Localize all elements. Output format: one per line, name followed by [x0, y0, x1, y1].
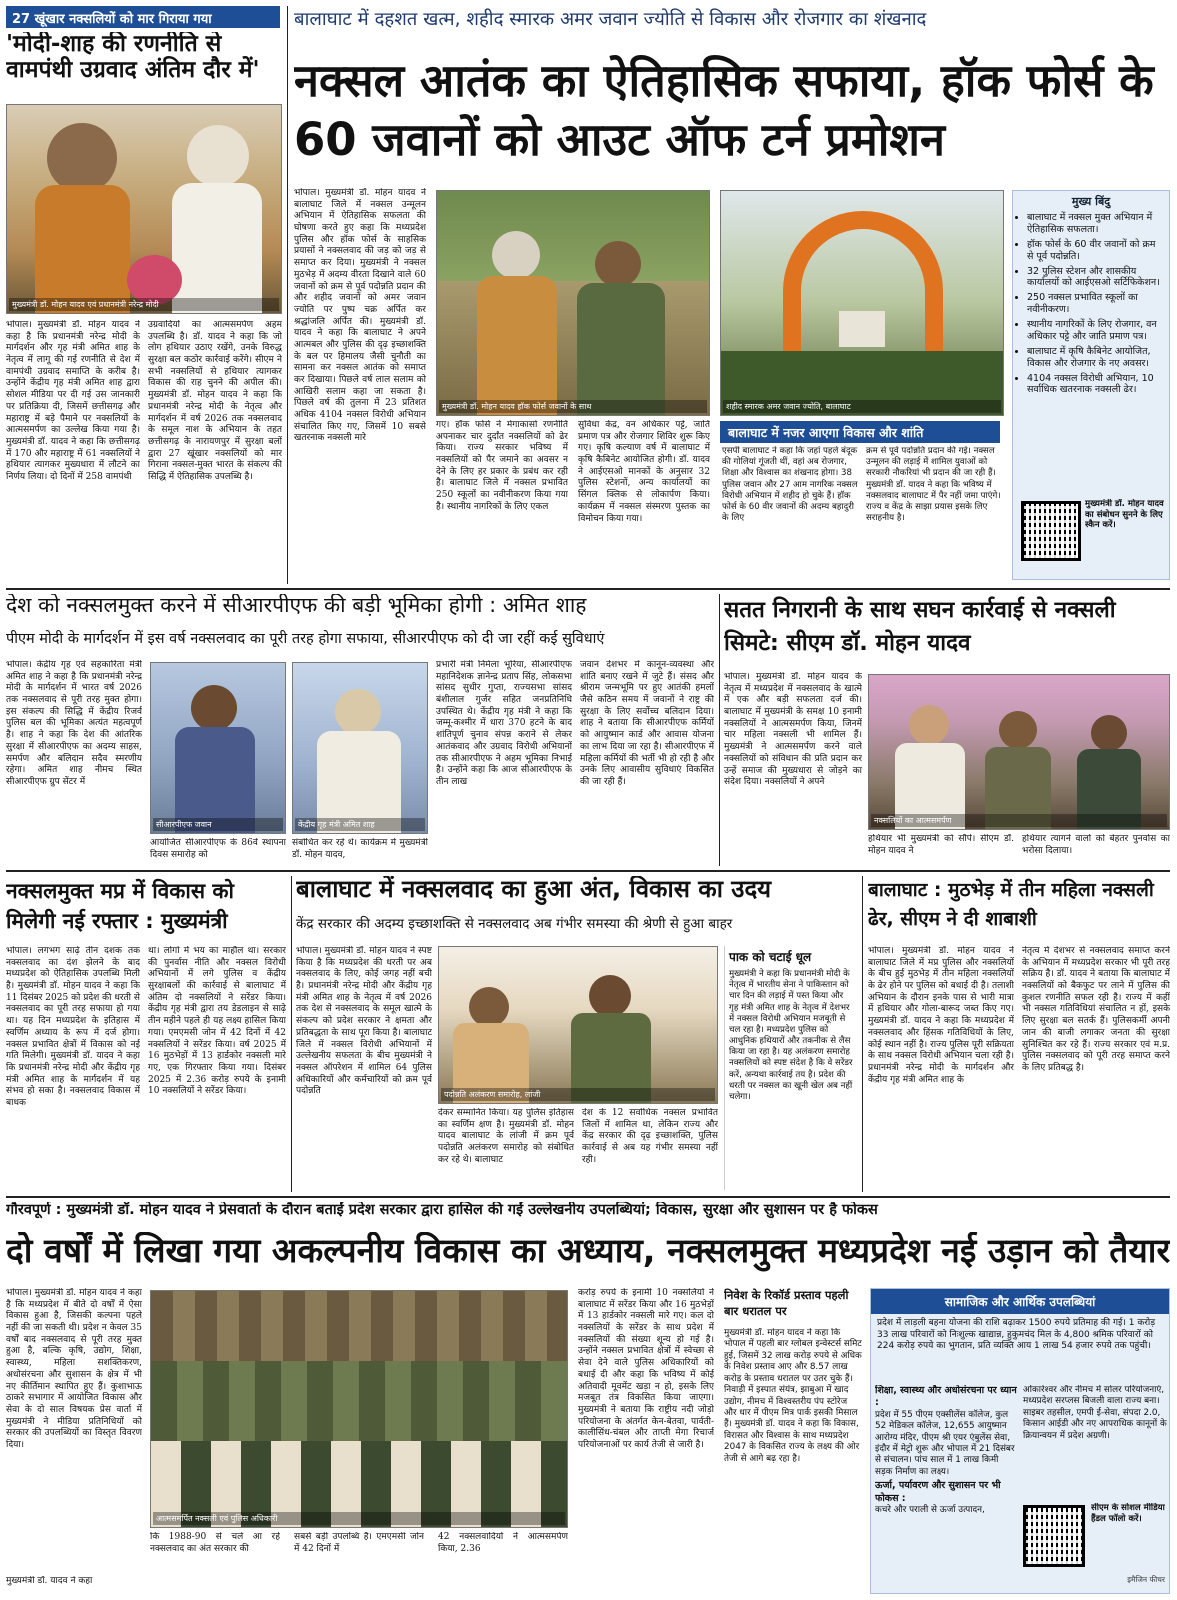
- modi-cm-photo: [6, 104, 282, 314]
- band-col-2: क्रम से पूर्व पदोन्नति प्रदान की गई। नक्सल उन्मूलन की लड़ाई में शामिल युवाओं को सरकारी नौकरियां भी प्रदान की जा रही हैं। मुख्यमंत्री डॉ. यादव ने कहा कि भविष्य में नक्सलवाद बालाघाट में पैर नहीं जमा पाएंगे। राज्य व केंद्र के साझा प्रयास इसके लिए सराहनीय है।: [866, 446, 1001, 524]
- investment-title: निवेश के रिकॉर्ड प्रस्ताव पहली बार धरातल पर: [724, 1288, 849, 1318]
- key-point-item: • बालाघाट में नक्सल मुक्त अभियान में ऐतिहासिक सफलता।: [1027, 212, 1163, 236]
- bottom-caption-1: कि 1988-90 से चले आ रहे नक्सलवाद का अंत सरकार की: [150, 1532, 280, 1554]
- key-points-title: मुख्य बिंदु: [1071, 195, 1111, 208]
- surrender-photo: [868, 674, 1170, 830]
- bottom-col-1-tail: मुख्यमंत्री डॉ. यादव ने कहा: [6, 1576, 93, 1586]
- crpf-col-1: भोपाल। केंद्रीय गृह एवं सहकारिता मंत्री अमित शाह ने कहा है कि प्रधानमंत्री नरेन्द्र मोदी के मार्गदर्शन में भारत वर्ष 2026 तक नक्सलवाद से पूरी तरह मुक्त होगा। इस संकल्प की सिद्धि में केंद्रीय रिजर्व पुलिस बल की भूमिका अत्यंत महत्वपूर्ण है। शाह ने कहा कि देश की आंतरिक सुरक्षा में सीआरपीएफ का अदम्य साहस, समर्पण और बलिदान सदैव स्मरणीय रहेगा। अमित शाह नीमच स्थित सीआरपीएफ ग्रुप सेंटर में: [6, 660, 142, 787]
- bottom-col-3: मुख्यमंत्री डॉ. मोहन यादव ने कहा कि भोपाल में पहली बार ग्लोबल इन्वेस्टर्स समिट हुई, जिसमें 32 लाख करोड़ रुपये से अधिक के निवेश प्रस्ताव आए और 8.57 लाख करोड़ के प्रस्ताव धरातल पर उतर चुके हैं। निवाड़ी में इस्पात संयंत्र, झाबुआ में खाद उद्योग, नीमच में विश्वस्तरीय पंप स्टोरेज और धार में पीएम मित्र पार्क इसकी मिसाल हैं। मुख्यमंत्री डॉ. यादव ने कहा कि विकास, विरासत और विश्वास के साथ मध्यप्रदेश 2047 के विकसित राज्य के लक्ष्य की ओर तेजी से आगे बढ़ रहा है।: [724, 1328, 862, 1464]
- memorial-photo: [720, 190, 1004, 416]
- surveillance-caption-1: हथियार भी मुख्यमंत्री को सौंपे। सीएम डॉ. मोहन यादव ने: [868, 834, 1014, 856]
- pak-box: [724, 946, 858, 1190]
- balaghat-end-headline: बालाघाट में नक्सलवाद का हुआ अंत, विकास का उदय: [296, 876, 772, 903]
- bottom-col-1: भोपाल। मुख्यमंत्री डॉ. मोहन यादव ने कहा है कि मध्यप्रदेश में बीते दो वर्षों में ऐसा विकास हुआ है, जिसकी कल्पना पहले नहीं की जा सकती थी। प्रदेश न केवल 35 वर्षों बाद नक्सलवाद से पूरी तरह मुक्त हुआ है, बल्कि कृषि, उद्योग, शिक्षा, स्वास्थ्य, महिला सशक्तिकरण, अधोसंरचना और सुशासन के क्षेत्र में भी नए कीर्तिमान स्थापित हुए हैं। कुशाभाऊ ठाकरे सभागार में आयोजित विकास और सेवा के दो साल विषयक प्रेस वार्ता में मुख्यमंत्री ने मीडिया प्रतिनिधियों को सरकार की उपलब्धियों का विस्तृत विवरण दिया।: [6, 1288, 142, 1450]
- balaghat-end-col-1: भोपाल। मुख्यमंत्री डॉ. मोहन यादव ने स्पष्ट किया है कि मध्यप्रदेश की धरती पर अब नक्सलवाद के लिए, कोई जगह नहीं बची है। प्रधानमंत्री नरेन्द्र मोदी और केंद्रीय गृह मंत्री अमित शाह के नेतृत्व में वर्ष 2026 तक देश से नक्सलवाद के समूल खात्मे के संकल्प को प्रदेश सरकार ने क्षमता और प्रतिबद्धता के साथ पूरा किया है। बालाघाट जिले में नक्सल विरोधी अभियानों में उल्लेखनीय सफलता के बीच मुख्यमंत्री ने नक्सल ऑपरेशन में शामिल 64 पुलिस अधिकारियों और कर्मचारियों को क्रम पूर्व पदोन्नति: [296, 946, 432, 1097]
- promotion-ceremony-photo-label: पदोन्नति अलंकरण समारोह, लांजी: [441, 1088, 715, 1101]
- band-col-1: एसपी बालाघाट ने कहा कि जहां पहले बंदूक की गोलियां गूंजती थीं, वहां अब रोजगार, शिक्षा और विश्वास का शंखनाद होगा। 38 पुलिस जवान और 27 आम नागरिक नक्सल विरोधी अभियान में शहीद हो चुके हैं। हॉक फोर्स के 60 वीर जवानों की अदम्य बहादुरी के लिए: [722, 446, 858, 524]
- surrender-photo-label: नक्सलियों का आत्मसमर्पण: [871, 814, 1167, 827]
- surveillance-caption-2: हथियार त्यागने वालों को बेहतर पुनर्वास का भरोसा दिलाया।: [1022, 834, 1170, 856]
- main-col-1: भोपाल। मुख्यमंत्री डॉ. मोहन यादव ने बालाघाट जिले में नक्सल उन्मूलन अभियान में ऐतिहासिक सफलता की घोषणा करते हुए कहा कि मध्यप्रदेश पुलिस और हॉक फोर्स के साहसिक प्रयासों ने नक्सलवाद की जड़ को जड़ से समाप्त कर दिया। मुख्यमंत्री ने नक्सल मुठभेड़ में अदम्य वीरता दिखाने वाले 60 जवानों को क्रम से पूर्व पदोन्नति प्रदान की और शहीद जवानों को अमर जवान ज्योति पर पुष्प चक्र अर्पित कर श्रद्धांजलि अर्पित की। मुख्यमंत्री डॉ. यादव ने कहा कि बालाघाट ने अपने आत्मबल और पुलिस की दृढ़ इच्छाशक्ति के बल पर हिमालय जैसी चुनौती का सामना कर नक्सल आतंक को समाप्त कर दिखाया। पिछले वर्ष लाल सलाम को आखिरी सलाम कहा जा सकता है। पिछले वर्ष की तुलना में 23 प्रतिशत अधिक 4104 नक्सल विरोधी अभियान संचालित किए गए, जिसमें 10 सबसे खतरनाक नक्सली मारे: [294, 188, 426, 444]
- socio-left-title: शिक्षा, स्वास्थ्य और अधोसंरचना पर ध्यान :: [875, 1385, 1017, 1409]
- main-col-3: सुविधा केंद्र, वन अधिकार पट्टे, जाति प्रमाण पत्र और रोजगार शिविर शुरू किए गए। कृषि कल्याण वर्ष में बालाघाट में कृषि कैबिनेट आयोजित होगी। डॉ. यादव ने आईएसओ मानकों के अनुसार 32 पुलिस स्टेशनों, अन्य कार्यालयों का सिंगल क्लिक से लोकार्पण किया। कार्यक्रम में नक्सल संस्मरण पुस्तक का विमोचन किया गया।: [578, 420, 710, 524]
- socio-left-title-2: ऊर्जा, पर्यावरण और सुशासन पर भी फोकस :: [875, 1480, 1001, 1504]
- crpf-jawan-photo-label: सीआरपीएफ जवान: [153, 818, 283, 831]
- main-col-2: गए। हॉक फोर्स ने मेगाकासो रणनीति अपनाकर चार दुर्दांत नक्सलियों को ढेर किया। राज्य सरकार भविष्य में नक्सलियों को पैर जमाने का अवसर न देने के लिए हर प्रकार के प्रबंध कर रही है। बालाघाट जिले में नक्सल प्रभावित 250 स्कूलों का नवीनीकरण किया गया है। स्थानीय नागरिकों के लिए एकल: [436, 420, 568, 512]
- socio-right-text: ओंकारेश्वर और नीमच में सोलर परियोजनाएं, मध्यप्रदेश सरप्लस बिजली वाला राज्य बना। साइबर तहसील, एमपी ई-सेवा, संपदा 2.0, किसान आईडी और नए आपराधिक कानूनों के क्रियान्वयन में प्रदेश अग्रणी।: [1023, 1385, 1167, 1441]
- top-left-col-1: भोपाल। मुख्यमंत्री डॉ. मोहन यादव ने कहा है कि प्रधानमंत्री नरेन्द्र मोदी के मार्गदर्शन और गृह मंत्री अमित शाह के नेतृत्व में लागू की गई रणनीति से देश में वामपंथी उग्रवाद समाप्ति के करीब है। उन्होंने केंद्रीय गृह मंत्री अमित शाह द्वारा सोशल मीडिया पर दी गई उस जानकारी पर प्रतिक्रिया दी, जिसमें छत्तीसगढ़ और महाराष्ट्र में बड़े पैमाने पर नक्सलियों के आत्मसमर्पण का उल्लेख किया गया है। मुख्यमंत्री डॉ. यादव ने कहा कि छत्तीसगढ़ में 170 और महाराष्ट्र में 61 नक्सलियों ने हथियार त्यागकर मुख्यधारा में लौटने का निर्णय लिया। दो दिनों में 258 वामपंथी: [6, 320, 140, 482]
- socio-qr-caption: सीएम के सोशल मीडिया हैंडल फॉलो करें।: [1091, 1503, 1165, 1524]
- crpf-col-3: जवान देशभर में कानून-व्यवस्था और शांति बनाए रखने में जुटे हैं। संसद और श्रीराम जन्मभूमि पर हुए आतंकी हमलों जैसे कठिन समय में जवानों ने राष्ट्र की सुरक्षा के लिए सर्वोच्च बलिदान दिया। शाह ने बताया कि सीआरपीएफ कर्मियों को आयुष्मान कार्ड और आवास योजना का लाभ दिया जा रहा है। सीआरपीएफ में महिला कर्मियों की भर्ती भी हो रही है और उनके लिए आवासीय सुविधाएं विकसित की जा रही हैं।: [580, 660, 714, 787]
- socio-economic-box: [870, 1288, 1170, 1594]
- socio-left-text-2: कचरे और पराली से ऊर्जा उत्पादन,: [875, 1504, 985, 1515]
- key-points-box: [1012, 190, 1170, 580]
- bottom-headline: दो वर्षों में लिखा गया अकल्पनीय विकास का अध्याय, नक्सलमुक्त मध्यप्रदेश नई उड़ान को तैयार: [6, 1232, 1170, 1270]
- hawk-force-photo-label: मुख्यमंत्री डॉ. मोहन यादव हॉक फोर्स जवानों के साथ: [439, 400, 707, 413]
- development-peace-band: बालाघाट में नजर आएगा विकास और शांति: [720, 421, 1000, 443]
- balaghat-end-subhead: केंद्र सरकार की अदम्य इच्छाशक्ति से नक्सलवाद अब गंभीर समस्या की श्रेणी से हुआ बाहर: [296, 916, 733, 932]
- key-point-item: • स्थानीय नागरिकों के लिए रोजगार, वन अधिकार पट्टे और जाति प्रमाण पत्र।: [1027, 319, 1163, 343]
- amit-shah-photo-label: केंद्रीय गृह मंत्री अमित शाह: [295, 818, 425, 831]
- modi-cm-photo-label: मुख्यमंत्री डॉ. मोहन यादव एवं प्रधानमंत्री नरेन्द्र मोदी: [9, 298, 279, 311]
- crpf-jawan-photo: [150, 662, 286, 834]
- main-kicker: बालाघाट में दहशत खत्म, शहीद स्मारक अमर जवान ज्योति से विकास और रोजगार का शंखनाद: [294, 9, 927, 30]
- key-point-item: • 32 पुलिस स्टेशन और शासकीय कार्यालयों को आईएसओ सर्टिफिकेशन।: [1027, 266, 1163, 290]
- socio-left-text: प्रदेश में 55 पीएम एक्सीलेंस कॉलेज, कुल 52 मेडिकल कॉलेज, 12,655 आयुष्मान आरोग्य मंदिर, पीएम श्री एयर एंबुलेंस सेवा, इंदौर में मेट्रो शुरू और भोपाल में 21 दिसंबर से संचालन। पांच साल में 1 लाख किमी सड़क निर्माण का लक्ष्य।: [875, 1409, 1015, 1477]
- bottom-kicker: गौरवपूर्ण : मुख्यमंत्री डॉ. मोहन यादव ने प्रेसवार्ता के दौरान बताईं प्रदेश सरकार द्वारा हासिल की गईं उल्लेखनीय उपलब्धियां; विकास, सुरक्षा और सुशासन पर है फोकस: [6, 1202, 878, 1218]
- three-women-col-1: भोपाल। मुख्यमंत्री डॉ. मोहन यादव ने बालाघाट जिले में मप्र पुलिस और नक्सलियों के बीच हुई मुठभेड़ में तीन महिला नक्सलियों के ढेर होने पर पुलिस को बधाई दी है। तलाशी अभियान के दौरान इनके पास से भारी मात्रा में हथियार और गोला-बारूद जब्त किए गए। मुख्यमंत्री डॉ. यादव ने कहा कि मध्यप्रदेश में नक्सलवाद और हिंसक गतिविधियों के लिए, कोई स्थान नहीं है। राज्य पुलिस पूरी सक्रियता के साथ नक्सल विरोधी अभियान चला रही है। प्रधानमंत्री नरेन्द्र मोदी के मार्गदर्शन और केंद्रीय गृह मंत्री अमित शाह के: [868, 946, 1014, 1085]
- crpf-caption-1: आयोजित सीआरपीएफ के 86वें स्थापना दिवस समारोह को: [150, 838, 286, 860]
- socio-para-1: प्रदेश में लाड़ली बहना योजना की राशि बढ़ाकर 1500 रुपये प्रतिमाह की गई। 1 करोड़ 33 लाख परिवारों को निःशुल्क खाद्यान्न, हुकुमचंद मिल के 4,800 श्रमिक परिवारों को 224 करोड़ रुपये का भुगतान, प्रति व्यक्ति आय 1 लाख 54 हजार रुपये तक पहुंची।: [877, 1318, 1156, 1352]
- amit-shah-photo: [292, 662, 428, 834]
- mp-dev-headline: नक्सलमुक्त मप्र में विकास को मिलेगी नई रफ्तार : मुख्यमंत्री: [6, 879, 234, 934]
- three-women-headline: बालाघाट : मुठभेड़ में तीन महिला नक्सली ढेर, सीएम ने दी शाबाशी: [868, 879, 1154, 930]
- top-left-kicker: 27 खूंखार नक्सलियों को मार गिराया गया: [6, 6, 280, 28]
- socio-economic-title: सामाजिक और आर्थिक उपलब्धियां: [871, 1289, 1169, 1314]
- main-headline: नक्सल आतंक का ऐतिहासिक सफाया, हॉक फोर्स के 60 जवानों को आउट ऑफ टर्न प्रमोशन: [294, 54, 1154, 166]
- crpf-subhead: पीएम मोदी के मार्गदर्शन में इस वर्ष नक्सलवाद का पूरी तरह होगा सफाया, सीआरपीएफ को दी जा रहीं कई सुविधाएं: [6, 631, 605, 647]
- balaghat-end-caption-1: देकर सम्मानित किया। यह पुलिस इतिहास का स्वर्णिम क्षण है। मुख्यमंत्री डॉ. मोहन यादव बालाघाट के लांजी में क्रम पूर्व पदोन्नति अलंकरण समारोह को संबोधित कर रहे थे। बालाघाट: [438, 1108, 574, 1165]
- key-point-item: • हॉक फोर्स के 60 वीर जवानों को क्रम से पूर्व पदोन्नति।: [1027, 239, 1163, 263]
- crpf-col-2: प्रभारी मंत्री निर्मला भूरिया, सीआरपीएफ महानिदेशक ज्ञानेन्द्र प्रताप सिंह, लोकसभा सांसद सुधीर गुप्ता, राज्यसभा सांसद बंशीलाल गुर्जर सहित जनप्रतिनिधि उपस्थित थे। केंद्रीय गृह मंत्री ने कहा कि जम्मू-कश्मीर में धारा 370 हटने के बाद शांतिपूर्ण चुनाव संपन्न कराने से लेकर आतंकवाद और उग्रवाद विरोधी अभियानों तक सीआरपीएफ ने अहम भूमिका निभाई है। उन्होंने कहा कि आज सीआरपीएफ के तीन लाख: [436, 660, 572, 787]
- surveillance-headline: सतत निगरानी के साथ सघन कार्रवाई से नक्सली सिमटे: सीएम डॉ. मोहन यादव: [724, 597, 1116, 656]
- memorial-photo-label: शहीद स्मारक अमर जवान ज्योति, बालाघाट: [723, 400, 1001, 413]
- bottom-caption-3: 42 नक्सलवादियों ने आत्मसमर्पण किया, 2.36: [438, 1532, 568, 1554]
- promotion-ceremony-photo: [438, 946, 718, 1104]
- pak-box-title: पाक को चटाई धूल: [729, 950, 812, 964]
- crpf-headline: देश को नक्सलमुक्त करने में सीआरपीएफ की बड़ी भूमिका होगी : अमित शाह: [6, 594, 587, 617]
- top-left-headline: 'मोदी-शाह की रणनीति से वामपंथी उग्रवाद अंतिम दौर में': [6, 32, 260, 83]
- key-point-item: • 250 नक्सल प्रभावित स्कूलों का नवीनीकरण।: [1027, 292, 1163, 316]
- top-left-col-2: उग्रवादियों का आत्मसमर्पण अहम उपलब्धि है। डॉ. यादव ने कहा कि जो लोग हथियार उठाए रखेंगे, उनके विरुद्ध सुरक्षा बल कठोर कार्रवाई करेंगे। सीएम ने सभी नक्सलियों से हथियार त्यागकर विकास की राह चुनने की अपील की। मुख्यमंत्री डॉ. मोहन यादव ने कहा कि प्रधानमंत्री नरेन्द्र मोदी के नेतृत्व और मार्गदर्शन में वर्ष 2026 तक नक्सलवाद के समूल नाश के अभियान के तहत छत्तीसगढ़ के नारायणपुर में सुरक्षा बलों द्वारा 27 खूंखार नक्सलियों को मार गिराना नक्सल-मुक्त भारत के संकल्प की सिद्धि में ऐतिहासिक उपलब्धि है।: [148, 320, 282, 482]
- surrendered-naxals-photo: [150, 1290, 568, 1528]
- crpf-caption-2: संबोधित कर रहे थे। कार्यक्रम में मुख्यमंत्री डॉ. मोहन यादव,: [292, 838, 428, 860]
- bottom-col-2: करोड़ रुपये के इनामी 10 नक्सलियों ने बालाघाट में सरेंडर किया और 16 मुठभेड़ों में 13 हार्डकोर नक्सली मारे गए। कल दो नक्सलियों के सरेंडर के साथ प्रदेश में नक्सलियों की संख्या शून्य हो गई है। उन्होंने नक्सल प्रभावित क्षेत्रों में स्वेच्छा से सेवा देने वाले पुलिस अधिकारियों को बधाई दी और कहा कि भविष्य में कोई अतिवादी मूवमेंट खड़ा न हो, इसके लिए मजबूत तंत्र विकसित किया जाएगा। मुख्यमंत्री ने बताया कि राष्ट्रीय नदी जोड़ो परियोजना के अंतर्गत केन-बेतवा, पार्वती-कालीसिंध-चंबल और ताप्ती मेगा रिचार्ज परियोजनाओं पर कार्य तेजी से जारी है।: [578, 1288, 714, 1450]
- three-women-col-2: नेतृत्व में देशभर से नक्सलवाद समाप्त करने के अभियान में मध्यप्रदेश सरकार भी पूरी तरह सक्रिय है। डॉ. यादव ने बताया कि बालाघाट में नक्सलियों को बैकफुट पर लाने में पुलिस की कुशल रणनीति सफल रही है। राज्य में कहीं भी नक्सल गतिविधियां संचालित न हों, इसके लिए सुरक्षा बल सतर्क हैं। पुलिसकर्मी अपनी जान की बाजी लगाकर जनता की सुरक्षा सुनिश्चित कर रहे हैं। राज्य सरकार एवं म.प्र. पुलिस नक्सलवाद को पूरी तरह समाप्त करने के लिए प्रतिबद्ध है।: [1022, 946, 1170, 1073]
- mp-dev-col-1: भोपाल। लगभग साढ़े तीन दशक तक नक्सलवाद का दंश झेलने के बाद मध्यप्रदेश को ऐतिहासिक उपलब्धि मिली है। मुख्यमंत्री डॉ. मोहन यादव ने कहा कि 11 दिसंबर 2025 को प्रदेश की धरती से नक्सलवाद का पूरी तरह सफाया हो गया था। यह दिन मध्यप्रदेश के इतिहास में स्वर्णिम अध्याय के रूप में दर्ज होगा। नक्सल प्रभावित क्षेत्रों में विकास को नई गति मिलेगी। मुख्यमंत्री डॉ. यादव ने कहा कि प्रधानमंत्री नरेन्द्र मोदी और केंद्रीय गृह मंत्री अमित शाह के मार्गदर्शन में यह संभव हो सका है। नक्सलवाद विकास में बाधक: [6, 946, 140, 1108]
- surveillance-col-1: भोपाल। मुख्यमंत्री डॉ. मोहन यादव के नेतृत्व में मध्यप्रदेश में नक्सलवाद के खात्मे में एक और बड़ी सफलता दर्ज की। बालाघाट में मुख्यमंत्री के समक्ष 10 इनामी नक्सलियों ने आत्मसमर्पण किया, जिनमें चार महिला नक्सली भी शामिल हैं। मुख्यमंत्री ने आत्मसमर्पण करने वाले नक्सलियों को संविधान की प्रति प्रदान कर उन्हें समाज की मुख्यधारा से जोड़ने का संदेश दिया। नक्सलियों ने अपने: [724, 672, 862, 788]
- social-qr-code-icon[interactable]: [1023, 1505, 1085, 1567]
- pak-box-text: मुख्यमंत्री ने कहा कि प्रधानमंत्री मोदी के नेतृत्व में भारतीय सेना ने पाकिस्तान को चार दिन की लड़ाई में पस्त किया और गृह मंत्री अमित शाह के नेतृत्व में देशभर में नक्सल विरोधी अभियान मजबूती से चल रहा है। मध्यप्रदेश पुलिस को आधुनिक हथियारों और तकनीक से लैस किया जा रहा है। यह अलंकरण समारोह नक्सलियों को स्पष्ट संदेश है कि वे सरेंडर करें, अन्यथा कार्रवाई तय है। प्रदेश की धरती पर नक्सल का खूनी खेल अब नहीं चलेगा।: [729, 969, 853, 1102]
- bottom-caption-2: सबसे बड़ी उपलब्धि है। एमएमसी जोन में 42 दिनों में: [294, 1532, 424, 1554]
- credit-line: इमैजिन फीचर: [1127, 1575, 1165, 1584]
- balaghat-end-caption-2: देश के 12 सर्वाधिक नक्सल प्रभावित जिलों में शामिल था, लेकिन राज्य और केंद्र सरकार की दृढ़ इच्छाशक्ति, पुलिस कार्रवाई से अब यह गंभीर समस्या नहीं रही।: [582, 1108, 718, 1165]
- hawk-force-photo: [436, 190, 710, 416]
- qr-code-icon[interactable]: [1021, 501, 1081, 561]
- key-point-item: • 4104 नक्सल विरोधी अभियान, 10 सर्वाधिक खतरनाक नक्सली ढेर।: [1027, 373, 1163, 397]
- key-point-item: • बालाघाट में कृषि कैबिनेट आयोजित, विकास और रोजगार के नए अवसर।: [1027, 346, 1163, 370]
- key-points-qr-caption: मुख्यमंत्री डॉ. मोहन यादव का संबोधन सुनने के लिए स्कैन करें।: [1085, 499, 1164, 531]
- key-points-list: [1013, 212, 1169, 396]
- mp-dev-col-2: था। लोगों में भय का माहौल था। सरकार की पुनर्वास नीति और नक्सल विरोधी अभियानों में लगे पुलिस व केंद्रीय सुरक्षाबलों की कार्रवाई से बालाघाट में अंतिम दो नक्सलियों ने सरेंडर किया। केंद्रीय गृह मंत्री द्वारा तय डेडलाइन से साढ़े तीन महीने पहले ही यह लक्ष्य हासिल किया गया। एमएमसी जोन में 42 दिनों में 42 नक्सलियों ने सरेंडर किया। वर्ष 2025 में 16 मुठभेड़ों में 13 हार्डकोर नक्सली मारे गए, एक गिरफ्तार किया गया। दिसंबर 2025 में 2.36 करोड़ रुपये के इनामी 10 नक्सलियों ने सरेंडर किया।: [148, 946, 286, 1097]
- surrendered-naxals-photo-label: आत्मसमर्पित नक्सली एवं पुलिस अधिकारी: [153, 1512, 565, 1525]
